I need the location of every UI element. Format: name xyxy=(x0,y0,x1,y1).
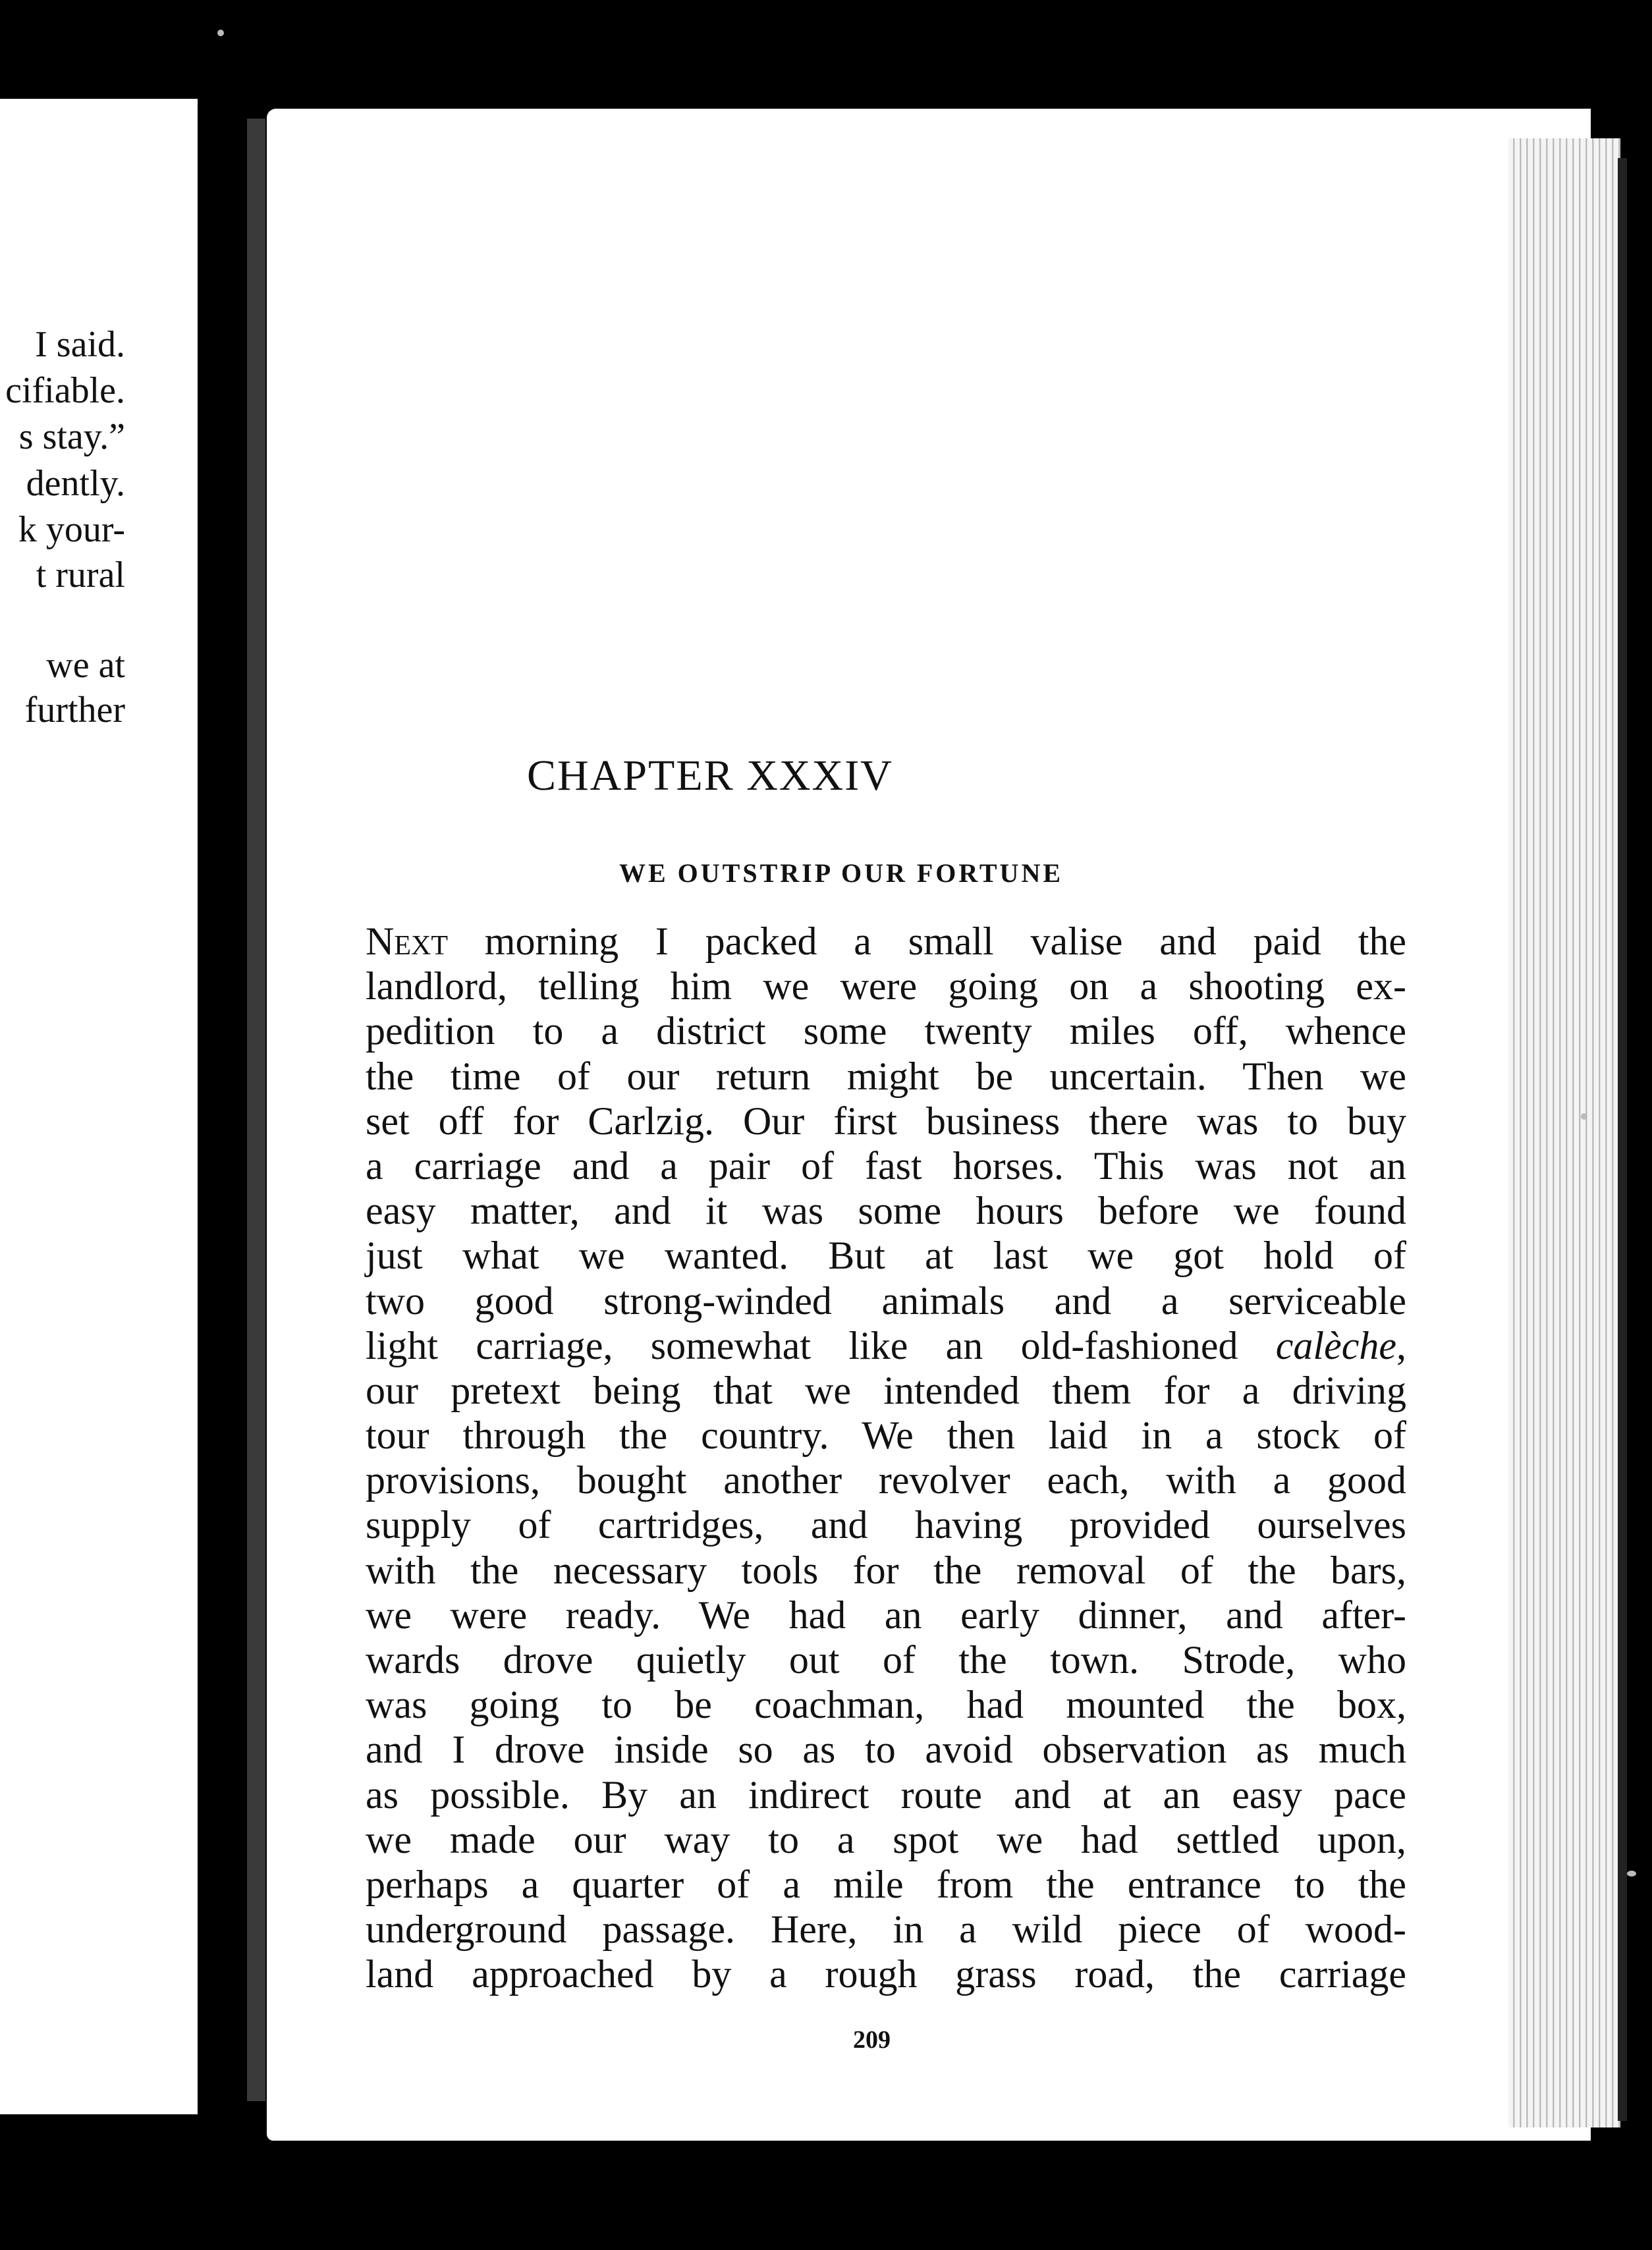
left-page-line: I said. xyxy=(35,324,125,365)
left-page-line: cifiable. xyxy=(5,370,125,411)
left-page-line: dently. xyxy=(26,463,125,504)
left-page-line: we at xyxy=(46,645,125,686)
scan-speck xyxy=(1581,1113,1587,1120)
left-page-line: k your- xyxy=(18,509,125,550)
body-line: a carriage and a pair of fast horses. This was not an xyxy=(366,1143,1406,1188)
body-line: set off for Carlzig. Our first business there was to buy xyxy=(366,1099,1406,1143)
body-line xyxy=(366,919,1406,964)
italic-word: calèche xyxy=(1275,1323,1396,1367)
body-line: perhaps a quarter of a mile from the entrance to the xyxy=(366,1862,1406,1906)
body-line: supply of cartridges, and having provided ourselves xyxy=(366,1503,1406,1547)
chapter-title: CHAPTER XXXIV xyxy=(527,752,893,800)
scan-speck xyxy=(1627,1871,1636,1877)
body-line-text: morning I packed a small valise and paid the xyxy=(448,919,1406,963)
body-line: underground passage. Here, in a wild piece of wood- xyxy=(366,1907,1406,1952)
body-line: land approached by a rough grass road, the carriage xyxy=(366,1952,1406,1996)
chapter-body xyxy=(366,919,1406,1997)
left-page-text xyxy=(0,99,125,2114)
body-line: wards drove quietly out of the town. Strode, who xyxy=(366,1638,1406,1682)
body-line: was going to be coachman, had mounted the box, xyxy=(366,1683,1406,1727)
left-page xyxy=(0,99,198,2114)
chapter-subtitle: WE OUTSTRIP OUR FORTUNE xyxy=(619,858,1064,888)
scan-speck xyxy=(217,30,224,36)
body-line: landlord, telling him we were going on a shooting ex- xyxy=(366,964,1406,1008)
first-word-initial: N xyxy=(366,919,395,963)
page-number: 209 xyxy=(853,2026,891,2054)
left-page-line: s stay.” xyxy=(18,416,125,457)
first-word-small-caps: ext xyxy=(394,919,448,963)
body-line: easy matter, and it was some hours before we found xyxy=(366,1189,1406,1233)
left-page-line: t rural xyxy=(36,555,125,595)
body-line: with the necessary tools for the removal of the bars, xyxy=(366,1548,1406,1592)
page-stack-edges xyxy=(1508,138,1620,2127)
body-line: provisions, bought another revolver each, with a good xyxy=(366,1458,1406,1502)
body-line: two good strong-winded animals and a serviceable xyxy=(366,1278,1406,1323)
body-line: just what we wanted. But at last we got hold of xyxy=(366,1234,1406,1278)
body-line: tour through the country. We then laid in a stock of xyxy=(366,1413,1406,1458)
body-line: light carriage, somewhat like an old-fashioned calèche, xyxy=(366,1323,1406,1367)
body-line: we were ready. We had an early dinner, and after- xyxy=(366,1593,1406,1637)
body-line: and I drove inside so as to avoid observation as much xyxy=(366,1728,1406,1772)
body-line: our pretext being that we intended them for a driving xyxy=(366,1368,1406,1412)
page-curl-edge xyxy=(247,119,265,2101)
body-line: as possible. By an indirect route and at an easy pace xyxy=(366,1772,1406,1817)
body-line: we made our way to a spot we had settled upon, xyxy=(366,1817,1406,1861)
page-stack-shadow xyxy=(1618,158,1627,2121)
left-page-line: further xyxy=(24,690,125,730)
body-line: the time of our return might be uncertain. Then we xyxy=(366,1054,1406,1098)
body-line: pedition to a district some twenty miles off, whence xyxy=(366,1009,1406,1053)
